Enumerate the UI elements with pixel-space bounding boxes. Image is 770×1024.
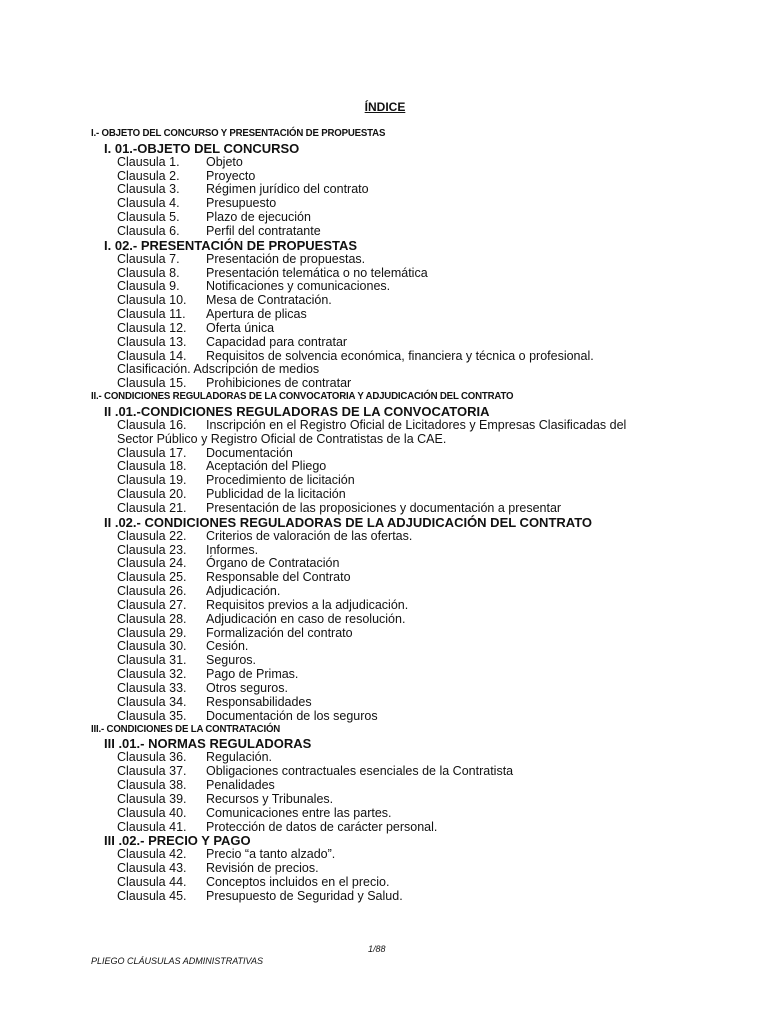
- clause-entry: [117, 598, 408, 612]
- clause-number: Clausula 3.: [117, 182, 180, 197]
- clause-number: Clausula 33.: [117, 681, 187, 695]
- clause-number: Clausula 45.: [117, 888, 187, 903]
- clause-number: Clausula 39.: [117, 791, 187, 806]
- clause-entry: [117, 224, 321, 238]
- clause-entry: [117, 487, 346, 501]
- clause-number: Clausula 34.: [117, 694, 187, 709]
- clause-number: Clausula 11.: [117, 307, 186, 321]
- clause-number: Clausula 28.: [117, 611, 187, 626]
- clause-title: Adjudicación.: [206, 584, 281, 599]
- clause-entry: [117, 155, 243, 169]
- subsection-heading: III .01.- NORMAS REGULADORAS: [104, 736, 312, 752]
- clause-title: Objeto: [206, 154, 243, 169]
- clause-title: Comunicaciones entre las partes.: [206, 805, 392, 820]
- clause-number: Clausula 19.: [117, 473, 187, 488]
- clause-entry: [117, 293, 332, 307]
- clause-number: Clausula 14.: [117, 348, 187, 363]
- clause-number: Clausula 9.: [117, 279, 180, 294]
- clause-title: Documentación de los seguros: [206, 708, 378, 723]
- clause-title: Requisitos de solvencia económica, financiera y técnica o profesional.: [206, 348, 594, 363]
- clause-number: Clausula 6.: [117, 224, 180, 238]
- clause-title: Regulación.: [206, 750, 273, 765]
- clause-number: Clausula 1.: [117, 154, 180, 169]
- clause-entry: [117, 169, 255, 183]
- clause-title: Presupuesto: [206, 196, 277, 211]
- clause-entry: [117, 266, 428, 280]
- clause-entry: [117, 529, 412, 543]
- clause-entry: [117, 376, 351, 390]
- clause-title: Revisión de precios.: [206, 861, 319, 875]
- page-title: ÍNDICE: [364, 100, 406, 114]
- clause-entry: [117, 806, 392, 820]
- clause-title: Pago de Primas.: [206, 667, 299, 682]
- clause-number: Clausula 8.: [117, 265, 180, 280]
- clause-entry: [117, 570, 351, 584]
- clause-title: Seguros.: [206, 653, 257, 668]
- section-heading: I.- OBJETO DEL CONCURSO Y PRESENTACIÓN DE PROPUESTAS: [91, 127, 386, 139]
- clause-entry: [117, 182, 369, 196]
- clause-number: Clausula 36.: [117, 750, 187, 765]
- clause-entry: [117, 210, 311, 224]
- clause-number: Clausula 7.: [117, 251, 180, 266]
- clause-number: Clausula 32.: [117, 667, 187, 682]
- clause-title: Procedimiento de licitación: [206, 473, 355, 488]
- clause-entry: [117, 820, 437, 834]
- clause-entry: [117, 750, 272, 764]
- clause-number: Clausula 40.: [117, 805, 187, 820]
- clause-title: Presentación de las proposiciones y documentación a presentar: [206, 500, 562, 515]
- clause-title: Criterios de valoración de las ofertas.: [206, 528, 413, 543]
- clause-entry: [117, 321, 274, 335]
- clause-number: Clausula 29.: [117, 625, 187, 640]
- clause-number: Clausula 30.: [117, 639, 187, 654]
- subsection-heading: III .02.- PRECIO Y PAGO: [104, 833, 251, 849]
- clause-title: Presupuesto de Seguridad y Salud.: [206, 888, 403, 903]
- clause-entry: [117, 459, 326, 473]
- clause-title: Penalidades: [206, 777, 275, 792]
- clause-continuation: Clasificación. Adscripción de medios: [117, 362, 320, 377]
- clause-number: Clausula 5.: [117, 210, 180, 225]
- subsection-heading: II .01.-CONDICIONES REGULADORAS DE LA CONVOCATORIA: [104, 404, 490, 419]
- clause-title: Perfil del contratante: [206, 224, 321, 238]
- clause-entry: [117, 875, 389, 889]
- clause-number: Clausula 44.: [117, 874, 187, 889]
- clause-entry: [117, 889, 403, 903]
- clause-title: Régimen jurídico del contrato: [206, 182, 369, 197]
- clause-number: Clausula 15.: [117, 376, 187, 391]
- clause-entry: [117, 764, 513, 778]
- clause-entry: [117, 584, 280, 598]
- clause-entry: [117, 709, 378, 723]
- clause-number: Clausula 38.: [117, 777, 187, 792]
- clause-number: Clausula 22.: [117, 528, 187, 543]
- subsection-heading: I. 01.-OBJETO DEL CONCURSO: [104, 140, 300, 156]
- clause-entry: [117, 612, 405, 626]
- clause-number: Clausula 26.: [117, 584, 187, 599]
- clause-number: Clausula 4.: [117, 196, 180, 211]
- clause-entry: [117, 473, 355, 487]
- clause-entry: [117, 307, 307, 321]
- clause-number: Clausula 13.: [117, 334, 187, 349]
- clause-number: Clausula 27.: [117, 597, 187, 612]
- clause-number: Clausula 35.: [117, 708, 187, 723]
- clause-entry: [117, 626, 353, 640]
- clause-number: Clausula 31.: [117, 653, 187, 668]
- clause-title: Protección de datos de carácter personal.: [206, 819, 438, 834]
- clause-entry: [117, 653, 256, 667]
- clause-number: Clausula 41.: [117, 819, 187, 834]
- clause-entry: [117, 335, 347, 349]
- clause-title: Obligaciones contractuales esenciales de la Contratista: [206, 764, 514, 779]
- section-heading: III.- CONDICIONES DE LA CONTRATACIÓN: [91, 722, 281, 735]
- clause-title: Documentación: [206, 445, 293, 460]
- clause-number: Clausula 17.: [117, 445, 187, 460]
- clause-title: Mesa de Contratación.: [206, 293, 332, 308]
- clause-number: Clausula 42.: [117, 847, 187, 862]
- clause-title: Adjudicación en caso de resolución.: [206, 611, 406, 626]
- page-number: 1/88: [368, 944, 386, 954]
- clause-title: Precio “a tanto alzado”.: [206, 847, 336, 862]
- clause-entry: [117, 695, 312, 709]
- clause-entry: [117, 279, 390, 293]
- clause-number: Clausula 23.: [117, 542, 187, 557]
- clause-title: Capacidad para contratar: [206, 334, 348, 349]
- clause-entry: [117, 639, 248, 653]
- clause-entry: [117, 556, 339, 570]
- clause-title: Oferta única: [206, 320, 275, 335]
- clause-title: Aceptación del Pliego: [206, 459, 327, 474]
- clause-entry: [117, 778, 275, 792]
- clause-entry: [117, 418, 626, 432]
- clause-number: Clausula 25.: [117, 570, 187, 585]
- clause-title: Publicidad de la licitación: [206, 487, 346, 502]
- clause-title: Responsable del Contrato: [206, 570, 351, 585]
- clause-number: Clausula 12.: [117, 320, 187, 335]
- clause-title: Órgano de Contratación: [206, 556, 340, 571]
- clause-title: Informes.: [206, 542, 259, 557]
- clause-entry: [117, 252, 365, 266]
- clause-entry: [117, 861, 319, 875]
- clause-number: Clausula 21.: [117, 500, 187, 515]
- clause-title: Prohibiciones de contratar: [206, 376, 352, 391]
- clause-title: Presentación de propuestas.: [206, 251, 366, 266]
- clause-entry: [117, 543, 258, 557]
- clause-entry: [117, 681, 288, 695]
- document-footer: PLIEGO CLÁUSULAS ADMINISTRATIVAS: [91, 956, 264, 966]
- subsection-heading: I. 02.- PRESENTACIÓN DE PROPUESTAS: [104, 237, 358, 253]
- clause-title: Proyecto: [206, 168, 256, 183]
- clause-number: Clausula 10.: [117, 293, 187, 308]
- clause-title: Inscripción en el Registro Oficial de Licitadores y Empresas Clasificadas del: [206, 417, 627, 432]
- clause-number: Clausula 18.: [117, 459, 187, 474]
- clause-number: Clausula 16.: [117, 417, 187, 432]
- clause-title: Formalización del contrato: [206, 625, 353, 640]
- clause-number: Clausula 24.: [117, 556, 187, 571]
- clause-title: Otros seguros.: [206, 681, 288, 695]
- clause-title: Plazo de ejecución: [206, 210, 311, 225]
- clause-entry: [117, 501, 561, 515]
- clause-entry: [117, 446, 293, 460]
- clause-title: Presentación telemática o no telemática: [206, 265, 428, 280]
- clause-title: Conceptos incluidos en el precio.: [206, 874, 390, 889]
- clause-entry: [117, 792, 333, 806]
- clause-title: Requisitos previos a la adjudicación.: [206, 597, 409, 612]
- section-heading: II.- CONDICIONES REGULADORAS DE LA CONVOCATORIA Y ADJUDICACIÓN DEL CONTRATO: [91, 390, 514, 403]
- clause-entry: [117, 349, 594, 363]
- clause-number: Clausula 2.: [117, 168, 180, 183]
- subsection-heading: II .02.- CONDICIONES REGULADORAS DE LA ADJUDICACIÓN DEL CONTRATO: [104, 514, 593, 530]
- clause-entry: [117, 196, 276, 210]
- clause-entry: [117, 847, 335, 861]
- clause-title: Responsabilidades: [206, 694, 312, 709]
- clause-title: Notificaciones y comunicaciones.: [206, 279, 391, 294]
- clause-title: Recursos y Tribunales.: [206, 791, 334, 806]
- clause-continuation: Sector Público y Registro Oficial de Contratistas de la CAE.: [117, 431, 447, 446]
- clause-entry: [117, 667, 298, 681]
- clause-title: Apertura de plicas: [206, 307, 307, 321]
- clause-title: Cesión.: [206, 639, 249, 654]
- clause-number: Clausula 37.: [117, 764, 187, 779]
- clause-number: Clausula 20.: [117, 487, 187, 502]
- clause-number: Clausula 43.: [117, 861, 187, 875]
